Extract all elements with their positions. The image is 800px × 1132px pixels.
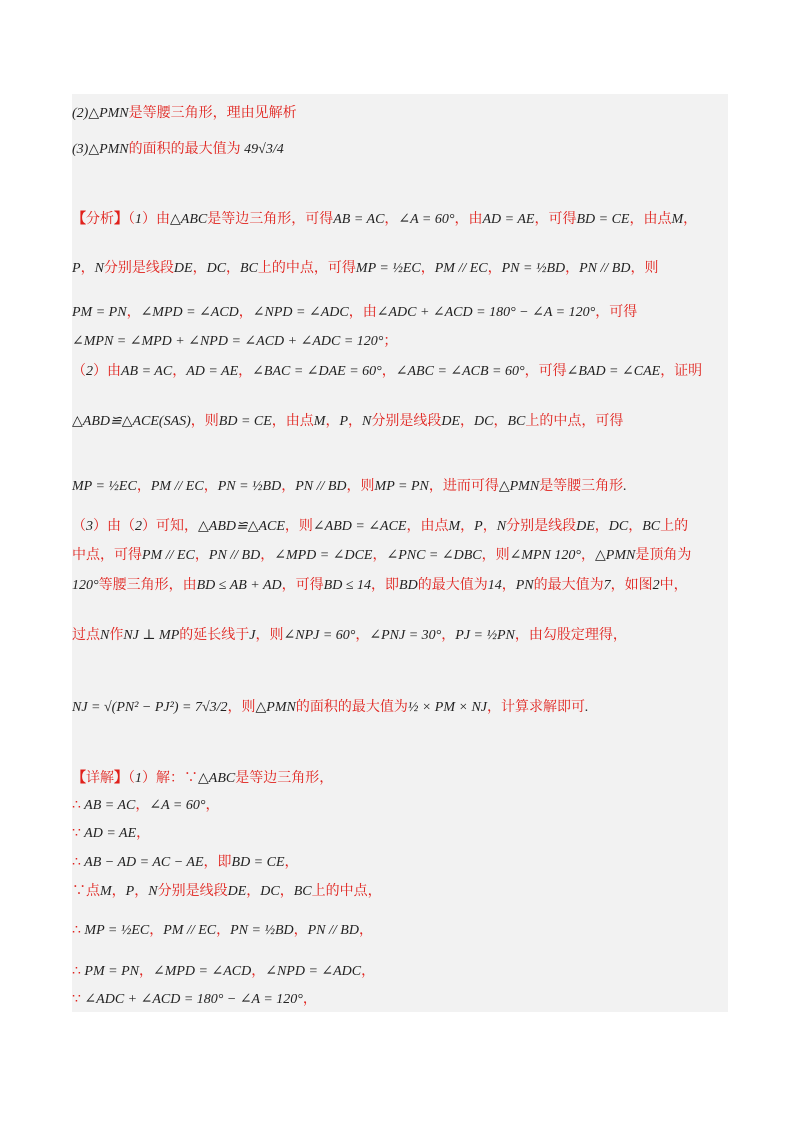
text-line: 【分析】（1）由△ABC是等边三角形，可得AB = AC，∠A = 60°，由AD = AE，可得BD = CE，由点M， [72, 211, 698, 227]
text-line: PM = PN，∠MPD = ∠ACD，∠NPD = ∠ADC，由∠ADC + ∠ACD = 180° − ∠A = 120°，可得 [72, 304, 638, 320]
text-line: ∴ MP = ½EC，PM // EC，PN = ½BD，PN // BD， [72, 922, 373, 938]
text-line: △ABD≌△ACE(SAS)，则BD = CE，由点M，P，N分别是线段DE，DC，BC上的中点，可得 [72, 413, 624, 429]
solution-panel [72, 94, 728, 1012]
text-line: (3)△PMN的面积的最大值为 49√3/4 [72, 141, 284, 157]
text-line: （2）由AB = AC，AD = AE，∠BAC = ∠DAE = 60°，∠ABC = ∠ACB = 60°，可得∠BAD = ∠CAE，证明 [72, 363, 703, 379]
text-line: MP = ½EC，PM // EC，PN = ½BD，PN // BD，则MP = PN，进而可得△PMN是等腰三角形. [72, 478, 627, 494]
text-line: 过点N作NJ ⊥ MP的延长线于J，则∠NPJ = 60°，∠PNJ = 30°，PJ = ½PN，由勾股定理得， [72, 627, 627, 643]
text-line: P，N分别是线段DE，DC，BC上的中点，可得MP = ½EC，PM // EC，PN = ½BD，PN // BD，则 [72, 260, 659, 276]
text-line: NJ = √(PN² − PJ²) = 7√3/2，则△PMN的面积的最大值为½ × PM × NJ，计算求解即可. [72, 699, 589, 715]
text-line: 120°等腰三角形，由BD ≤ AB + AD，可得BD ≤ 14，即BD的最大值为14，PN的最大值为7，如图2中， [72, 577, 688, 593]
text-line: ∵ ∠ADC + ∠ACD = 180° − ∠A = 120°， [72, 991, 317, 1007]
text-line: 【详解】（1）解：∵△ABC是等边三角形， [72, 770, 334, 786]
text-line: （3）由（2）可知，△ABD≌△ACE，则∠ABD = ∠ACE，由点M，P，N分别是线段DE，DC，BC上的 [72, 518, 689, 534]
text-line: ∴ AB = AC，∠A = 60°， [72, 797, 220, 813]
text-line: ∴ AB − AD = AC − AE，即BD = CE， [72, 854, 299, 870]
text-line: 中点，可得PM // EC，PN // BD，∠MPD = ∠DCE，∠PNC = ∠DBC，则∠MPN 120°，△PMN是顶角为 [72, 547, 692, 563]
text-line: ∴ PM = PN，∠MPD = ∠ACD，∠NPD = ∠ADC， [72, 963, 376, 979]
text-line: ∠MPN = ∠MPD + ∠NPD = ∠ACD + ∠ADC = 120°； [72, 333, 398, 349]
text-line: ∵点M，P，N分别是线段DE，DC，BC上的中点， [72, 883, 382, 899]
text-line: ∵ AD = AE， [72, 825, 151, 841]
text-line: (2)△PMN是等腰三角形，理由见解析 [72, 105, 297, 121]
